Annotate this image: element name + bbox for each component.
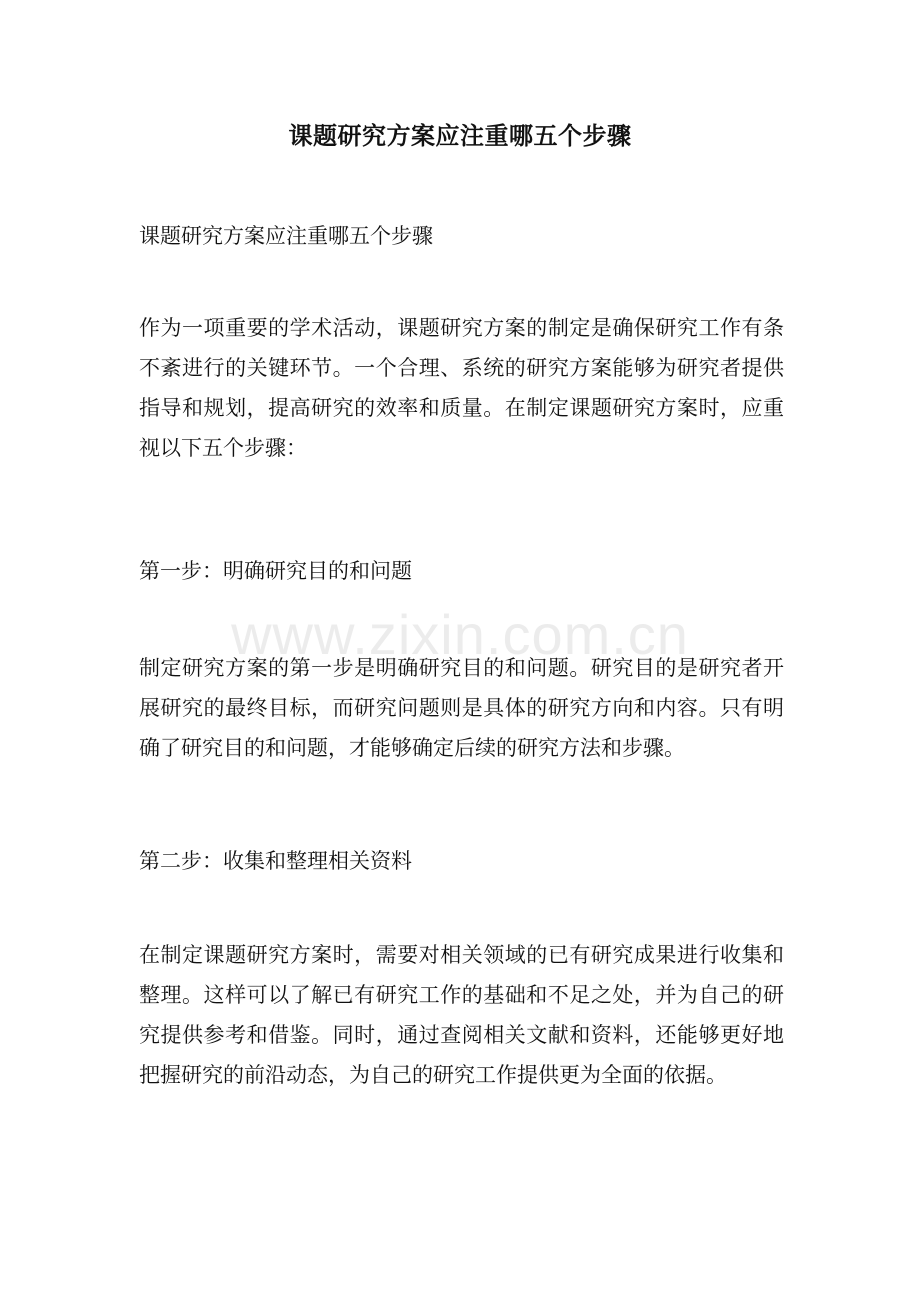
document-subtitle: 课题研究方案应注重哪五个步骤: [139, 224, 433, 248]
step-two-paragraph: 在制定课题研究方案时，需要对相关领域的已有研究成果进行收集和整理。这样可以了解已有研究工作的基础和不足之处，并为自己的研究提供参考和借鉴。同时，通过查阅相关文献和资料，还能够更好地把握研究的前沿动态，为自己的研究工作提供更为全面的依据。: [139, 943, 784, 1087]
step-one-paragraph: 制定研究方案的第一步是明确研究目的和问题。研究目的是研究者开展研究的最终目标，而研究问题则是具体的研究方向和内容。只有明确了研究目的和问题，才能够确定后续的研究方法和步骤。: [139, 656, 784, 760]
intro-paragraph: 作为一项重要的学术活动，课题研究方案的制定是确保研究工作有条不紊进行的关键环节。一个合理、系统的研究方案能够为研究者提供指导和规划，提高研究的效率和质量。在制定课题研究方案时，应重视以下五个步骤：: [139, 316, 784, 460]
page-title: 课题研究方案应注重哪五个步骤: [288, 121, 632, 150]
step-two-heading: 第二步：收集和整理相关资料: [139, 849, 412, 873]
step-one-heading: 第一步：明确研究目的和问题: [139, 559, 412, 583]
watermark-text: www.zixin.com.cn: [231, 603, 689, 666]
